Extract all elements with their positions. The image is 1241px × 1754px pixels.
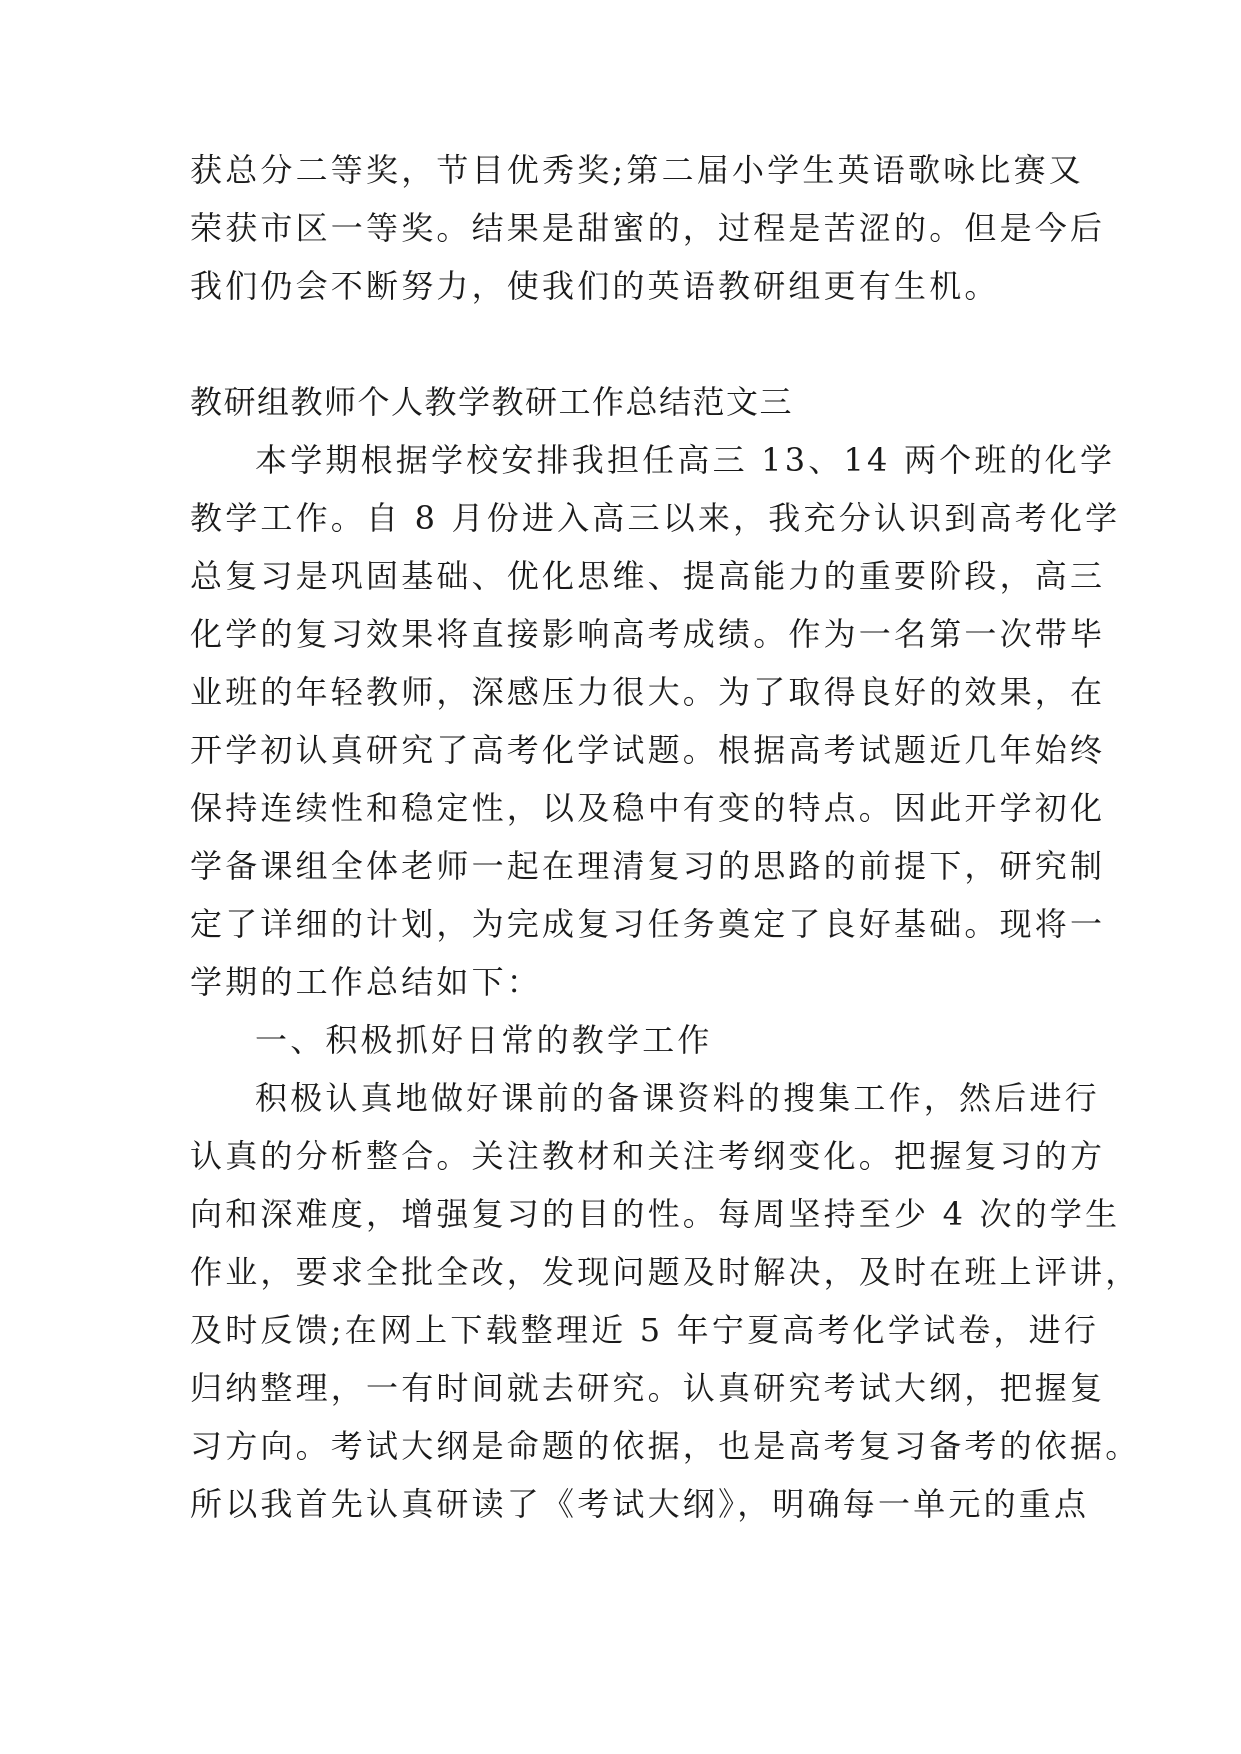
paragraph-line: 认真的分析整合。关注教材和关注考纲变化。把握复习的方 [190, 1137, 1106, 1175]
paragraph-line: 习方向。考试大纲是命题的依据，也是高考复习备考的依据。 [190, 1427, 1141, 1465]
paragraph-line: 荣获市区一等奖。结果是甜蜜的，过程是苦涩的。但是今后 [190, 209, 1106, 247]
subsection-heading: 一、积极抓好日常的教学工作 [255, 1021, 713, 1059]
paragraph-line: 教学工作。自 8 月份进入高三以来，我充分认识到高考化学 [190, 499, 1121, 537]
paragraph-line: 定了详细的计划，为完成复习任务奠定了良好基础。现将一 [190, 905, 1106, 943]
paragraph-line: 学期的工作总结如下： [190, 963, 543, 1001]
paragraph-line: 归纳整理，一有时间就去研究。认真研究考试大纲，把握复 [190, 1369, 1106, 1407]
paragraph-line: 化学的复习效果将直接影响高考成绩。作为一名第一次带毕 [190, 615, 1106, 653]
paragraph-line: 所以我首先认真研读了《考试大纲》，明确每一单元的重点 [190, 1485, 1090, 1523]
paragraph-line: 本学期根据学校安排我担任高三 13、14 两个班的化学 [255, 441, 1116, 479]
paragraph-line: 我们仍会不断努力，使我们的英语教研组更有生机。 [190, 267, 1000, 305]
paragraph-line: 保持连续性和稳定性，以及稳中有变的特点。因此开学初化 [190, 789, 1106, 827]
paragraph-line: 及时反馈;在网上下载整理近 5 年宁夏高考化学试卷，进行 [190, 1311, 1100, 1349]
section-heading: 教研组教师个人教学教研工作总结范文三 [190, 383, 794, 421]
paragraph-line: 开学初认真研究了高考化学试题。根据高考试题近几年始终 [190, 731, 1106, 769]
paragraph-line: 向和深难度，增强复习的目的性。每周坚持至少 4 次的学生 [190, 1195, 1121, 1233]
paragraph-line: 业班的年轻教师，深感压力很大。为了取得良好的效果，在 [190, 673, 1106, 711]
paragraph-line: 学备课组全体老师一起在理清复习的思路的前提下，研究制 [190, 847, 1106, 885]
paragraph-line: 作业，要求全批全改，发现问题及时解决，及时在班上评讲， [190, 1253, 1141, 1291]
paragraph-line: 获总分二等奖，节目优秀奖;第二届小学生英语歌咏比赛又 [190, 151, 1084, 189]
paragraph-line: 总复习是巩固基础、优化思维、提高能力的重要阶段，高三 [190, 557, 1106, 595]
paragraph-line: 积极认真地做好课前的备课资料的搜集工作，然后进行 [255, 1079, 1100, 1117]
